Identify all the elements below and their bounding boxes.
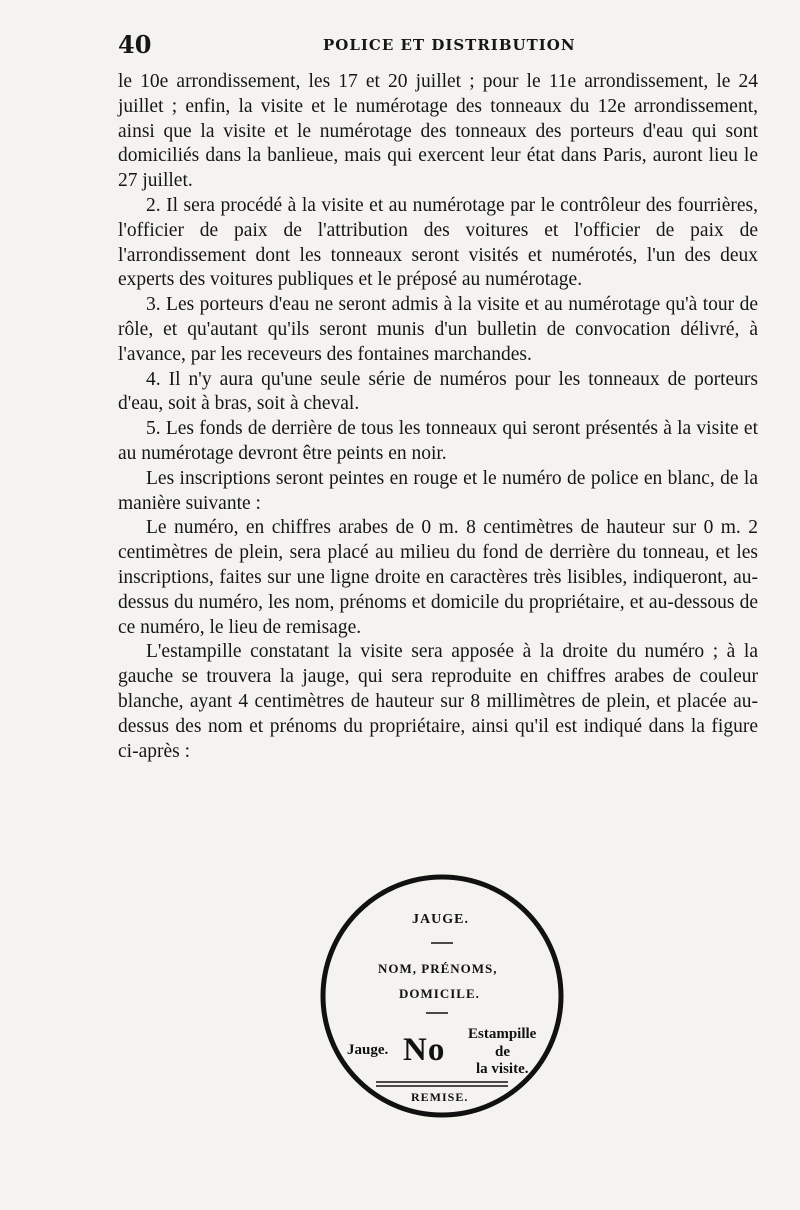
paragraph-estampille: L'estampille constatant la visite sera apposée à la droite du numéro ; à la gauche se trouvera la jauge, qui sera reproduite en chiffres arabes de couleur blanche, ayant 4 centimètres de hauteur sur 8 millimètres de plein, et placée au-dessus des nom et prénoms du propriétaire, ainsi qu'il est indiqué dans la figure ci-après : [118,641,758,762]
paragraph-article-3: 3. Les porteurs d'eau ne seront admis à la visite et au numérotage qu'à tour de rôle, et qu'autant qu'ils seront munis d'un bulletin de convocation délivré, à l'avance, par les receveurs des fontaines marchandes. [118,294,758,365]
figure-estampille-line3: la visite. [476,1061,529,1077]
figure-jauge-label: JAUGE. [412,912,469,927]
body-text [118,70,758,764]
barrel-end-figure [318,872,566,1120]
paragraph-continuation: le 10e arrondissement, les 17 et 20 juillet ; pour le 11e arrondissement, le 24 juillet ; enfin, la visite et le numérotage des tonneaux du 12e arrondissement, ainsi que la visite et le numérotage des tonneaux des porteurs d'eau qui sont domiciliés dans la banlieue, mais qui exercent leur état dans Paris, auront lieu le 27 juillet. [118,71,758,192]
page-number: 40 [118,30,152,59]
paragraph-article-4: 4. Il n'y aura qu'une seule série de numéros pour les tonneaux de porteurs d'eau, soit à bras, soit à cheval. [118,368,758,415]
paragraph-article-5: 5. Les fonds de derrière de tous les tonneaux qui seront présentés à la visite et au numérotage devront être peints en noir. [118,418,758,464]
figure-estampille-line1: Estampille [468,1026,537,1042]
paragraph-numero: Le numéro, en chiffres arabes de 0 m. 8 centimètres de hauteur sur 0 m. 2 centimètres de plein, sera placé au milieu du fond de derrière du tonneau, et les inscriptions, faites sur une ligne droite en caractères très lisibles, indiqueront, au-dessus du numéro, les nom, prénoms et domicile du propriétaire, et au-dessous de ce numéro, le lieu de remisage. [118,517,758,638]
running-head: POLICE ET DISTRIBUTION [323,36,576,54]
figure-estampille-line2: de [495,1044,510,1060]
paragraph-inscriptions: Les inscriptions seront peintes en rouge et le numéro de police en blanc, de la manière suivante : [118,467,758,514]
page-header [118,30,760,60]
figure-jauge-left: Jauge. [347,1042,389,1058]
figure-numero: No [403,1032,446,1068]
figure-nom-prenoms: NOM, PRÉNOMS, [378,961,498,976]
figure-domicile: DOMICILE. [399,986,480,1001]
figure-remise: REMISE. [411,1090,469,1104]
paragraph-article-2: 2. Il sera procédé à la visite et au numérotage par le contrôleur des fourrières, l'officier de paix de l'attribution des voitures et l'officier de paix de l'arrondissement dont les tonneaux seront visités et numérotés, l'un des deux experts des voitures publiques et le préposé au numérotage. [118,194,758,291]
